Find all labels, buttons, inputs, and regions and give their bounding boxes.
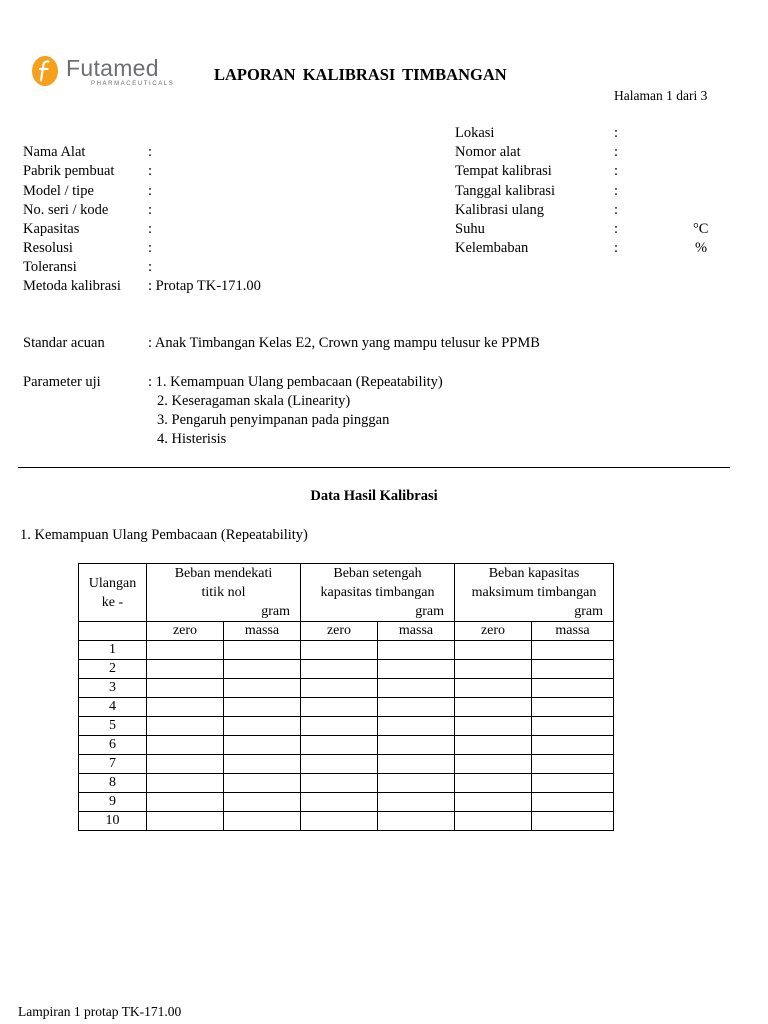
table-row — [79, 679, 614, 698]
field-value-pabrik-pembuat: : — [148, 163, 153, 179]
data-cell[interactable] — [224, 698, 301, 717]
table-row — [79, 736, 614, 755]
data-cell[interactable] — [301, 679, 378, 698]
data-cell[interactable] — [147, 793, 224, 812]
row-number: 3 — [79, 679, 147, 698]
parameter-item: : 1. Kemampuan Ulang pembacaan (Repeatability) — [148, 374, 443, 390]
field-value-toleransi: : — [148, 259, 153, 275]
field-label-kelembaban: Kelembaban — [455, 240, 529, 256]
data-cell[interactable] — [224, 736, 301, 755]
field-value-kapasitas: : — [148, 221, 153, 237]
parameters-label: Parameter uji — [23, 374, 101, 390]
data-cell[interactable] — [224, 812, 301, 831]
data-cell[interactable] — [455, 679, 532, 698]
data-cell[interactable] — [301, 641, 378, 660]
field-label-nomor-alat: Nomor alat — [455, 144, 521, 160]
page-number: Halaman 1 dari 3 — [614, 88, 708, 103]
row-number: 6 — [79, 736, 147, 755]
group-unit: gram — [415, 604, 444, 619]
field-label-model-tipe: Model / tipe — [23, 183, 94, 199]
subheader-zero: zero — [301, 622, 378, 641]
data-cell[interactable] — [455, 793, 532, 812]
table-row — [79, 812, 614, 831]
data-cell[interactable] — [147, 698, 224, 717]
data-cell[interactable] — [147, 679, 224, 698]
row-number: 5 — [79, 717, 147, 736]
footer-note: Lampiran 1 protap TK-171.00 — [18, 1004, 182, 1019]
data-cell[interactable] — [147, 812, 224, 831]
data-cell[interactable] — [147, 660, 224, 679]
row-number: 10 — [79, 812, 147, 831]
data-cell[interactable] — [224, 793, 301, 812]
data-cell[interactable] — [532, 698, 614, 717]
data-cell[interactable] — [224, 679, 301, 698]
section-title: Data Hasil Kalibrasi — [310, 488, 438, 504]
logo-brand: Futamed — [66, 55, 159, 81]
data-cell[interactable] — [301, 736, 378, 755]
header-ulangan — [79, 564, 147, 622]
field-label-no-seri: No. seri / kode — [23, 202, 109, 218]
field-label-kapasitas: Kapasitas — [23, 221, 80, 237]
data-cell[interactable] — [532, 774, 614, 793]
row-number: 9 — [79, 793, 147, 812]
parameter-item: 4. Histerisis — [157, 431, 227, 447]
data-cell[interactable] — [378, 698, 455, 717]
data-cell[interactable] — [532, 679, 614, 698]
table-header-row — [79, 564, 614, 622]
subsection-title: 1. Kemampuan Ulang Pembacaan (Repeatability) — [20, 527, 308, 543]
data-cell[interactable] — [532, 793, 614, 812]
group-line2: titik nol — [201, 585, 246, 600]
logo-subtitle: PHARMACEUTICALS — [91, 81, 175, 87]
standard-value: : Anak Timbangan Kelas E2, Crown yang mampu telusur ke PPMB — [148, 335, 540, 351]
data-cell[interactable] — [147, 755, 224, 774]
data-cell[interactable] — [147, 717, 224, 736]
company-logo — [30, 52, 190, 92]
subheader-massa: massa — [532, 622, 614, 641]
table-row — [79, 755, 614, 774]
field-label-tanggal-kalibrasi: Tanggal kalibrasi — [455, 183, 556, 199]
table-row — [79, 660, 614, 679]
table-row — [79, 698, 614, 717]
data-cell[interactable] — [378, 774, 455, 793]
field-label-tempat-kalibrasi: Tempat kalibrasi — [455, 163, 552, 179]
header-ulangan-line2: ke - — [101, 594, 124, 610]
data-cell[interactable] — [224, 660, 301, 679]
data-cell[interactable] — [532, 736, 614, 755]
data-cell[interactable] — [455, 660, 532, 679]
data-cell[interactable] — [378, 793, 455, 812]
data-cell[interactable] — [455, 641, 532, 660]
field-value-nama-alat: : — [148, 144, 153, 160]
row-number: 7 — [79, 755, 147, 774]
parameter-item: 3. Pengaruh penyimpanan pada pinggan — [157, 412, 390, 428]
table-row — [79, 717, 614, 736]
field-value-resolusi: : — [148, 240, 153, 256]
header-group-max-capacity — [455, 564, 614, 622]
field-value-model-tipe: : — [148, 183, 153, 199]
header-ulangan-line1: Ulangan — [88, 575, 137, 591]
table-row — [79, 774, 614, 793]
data-cell[interactable] — [224, 717, 301, 736]
data-cell[interactable] — [378, 660, 455, 679]
group-line1: Beban setengah — [333, 566, 422, 581]
data-cell[interactable] — [532, 755, 614, 774]
data-cell[interactable] — [455, 736, 532, 755]
standard-label: Standar acuan — [23, 335, 105, 351]
repeatability-table — [78, 563, 614, 831]
data-cell[interactable] — [301, 812, 378, 831]
group-unit: gram — [574, 604, 603, 619]
field-unit-suhu: °C — [693, 221, 709, 237]
data-cell[interactable] — [455, 717, 532, 736]
data-cell[interactable] — [147, 774, 224, 793]
data-cell[interactable] — [532, 717, 614, 736]
group-line1: Beban mendekati — [174, 566, 273, 581]
data-cell[interactable] — [455, 812, 532, 831]
data-cell[interactable] — [378, 679, 455, 698]
group-unit: gram — [261, 604, 290, 619]
subheader-massa: massa — [378, 622, 455, 641]
row-number: 8 — [79, 774, 147, 793]
futamed-f-icon — [30, 54, 60, 88]
field-value-tanggal-kalibrasi: : — [614, 183, 619, 199]
field-value-tempat-kalibrasi: : — [614, 163, 619, 179]
data-cell[interactable] — [301, 660, 378, 679]
subheader-blank — [79, 622, 147, 641]
data-cell[interactable] — [147, 736, 224, 755]
data-cell[interactable] — [301, 755, 378, 774]
data-cell[interactable] — [532, 641, 614, 660]
field-label-toleransi: Toleransi — [23, 259, 77, 275]
data-cell[interactable] — [455, 774, 532, 793]
data-cell[interactable] — [224, 755, 301, 774]
data-cell[interactable] — [147, 641, 224, 660]
row-number: 4 — [79, 698, 147, 717]
field-value-lokasi: : — [614, 125, 619, 141]
field-label-nama-alat: Nama Alat — [23, 144, 86, 160]
data-cell[interactable] — [224, 774, 301, 793]
data-cell[interactable] — [378, 736, 455, 755]
table-body — [79, 641, 614, 831]
data-cell[interactable] — [301, 793, 378, 812]
field-label-resolusi: Resolusi — [23, 240, 73, 256]
data-cell[interactable] — [455, 698, 532, 717]
field-label-metoda-kalibrasi: Metoda kalibrasi — [23, 278, 121, 294]
subheader-zero: zero — [455, 622, 532, 641]
field-unit-kelembaban: % — [695, 240, 708, 256]
data-cell[interactable] — [378, 641, 455, 660]
field-value-metoda-kalibrasi: : Protap TK-171.00 — [148, 278, 261, 294]
divider — [18, 467, 730, 468]
field-value-kelembaban: : — [614, 240, 619, 256]
group-line2: kapasitas timbangan — [320, 585, 435, 600]
parameter-item: 2. Keseragaman skala (Linearity) — [157, 393, 351, 409]
field-value-kalibrasi-ulang: : — [614, 202, 619, 218]
field-label-pabrik-pembuat: Pabrik pembuat — [23, 163, 115, 179]
row-number: 1 — [79, 641, 147, 660]
data-cell[interactable] — [301, 698, 378, 717]
document-title: LAPORAN KALIBRASI TIMBANGAN — [214, 65, 507, 84]
data-cell[interactable] — [224, 641, 301, 660]
field-label-kalibrasi-ulang: Kalibrasi ulang — [455, 202, 544, 218]
table-row — [79, 793, 614, 812]
data-cell[interactable] — [378, 812, 455, 831]
data-cell[interactable] — [532, 660, 614, 679]
row-number: 2 — [79, 660, 147, 679]
data-cell[interactable] — [378, 717, 455, 736]
field-value-no-seri: : — [148, 202, 153, 218]
field-label-lokasi: Lokasi — [455, 125, 495, 141]
header-group-near-zero — [147, 564, 301, 622]
table-row — [79, 641, 614, 660]
data-cell[interactable] — [378, 755, 455, 774]
data-cell[interactable] — [301, 717, 378, 736]
field-label-suhu: Suhu — [455, 221, 485, 237]
data-cell[interactable] — [301, 774, 378, 793]
data-cell[interactable] — [532, 812, 614, 831]
table-subheader-row — [79, 622, 614, 641]
header-group-half-capacity — [301, 564, 455, 622]
subheader-massa: massa — [224, 622, 301, 641]
group-line2: maksimum timbangan — [471, 585, 597, 600]
subheader-zero: zero — [147, 622, 224, 641]
field-value-suhu: : — [614, 221, 619, 237]
group-line1: Beban kapasitas — [488, 566, 580, 581]
data-cell[interactable] — [455, 755, 532, 774]
field-value-nomor-alat: : — [614, 144, 619, 160]
